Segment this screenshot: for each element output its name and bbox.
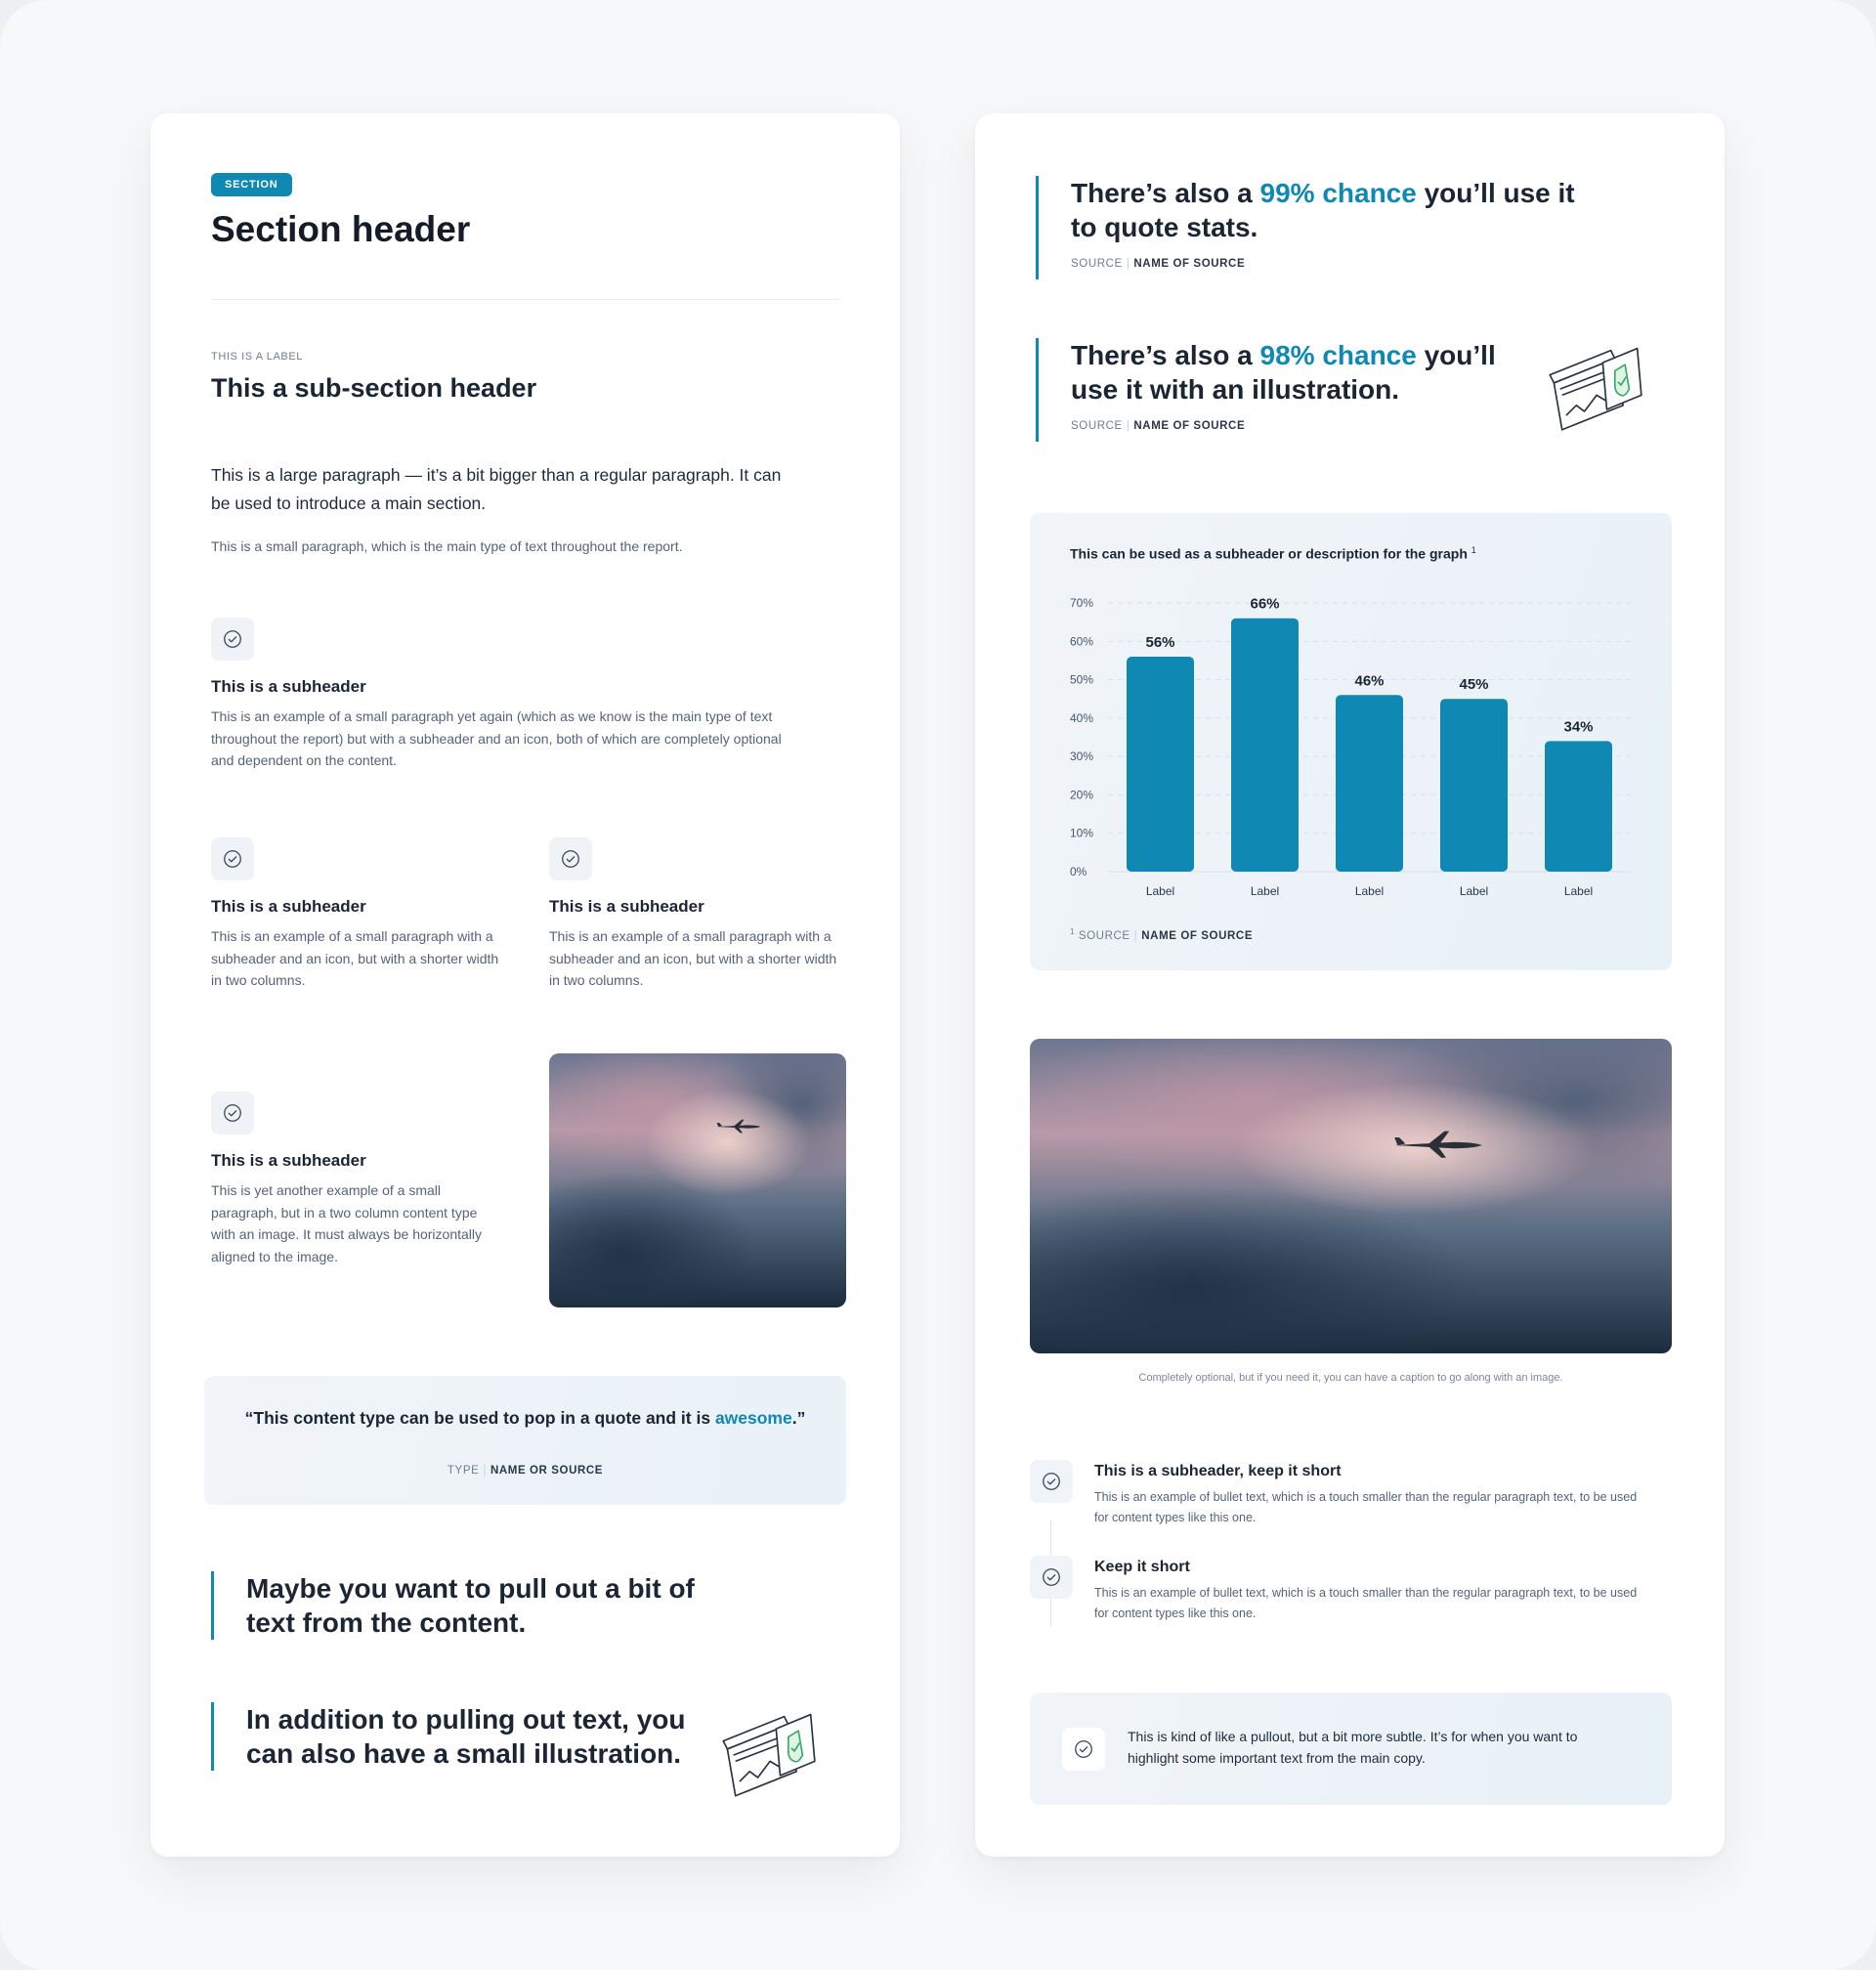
- stat-accent: 98% chance: [1259, 340, 1417, 370]
- chart-title-footnote: 1: [1471, 545, 1476, 555]
- bullet-text: This is an example of bullet text, which is a touch smaller than the regular paragraph text, to be used for content types like this one.: [1094, 1490, 1638, 1524]
- x-tick-label: Label: [1145, 884, 1175, 898]
- data-label: 46%: [1354, 672, 1385, 690]
- image-block-subheader: This is a subheader: [211, 1151, 366, 1170]
- section-label: THIS IS A LABEL: [211, 351, 303, 363]
- quote-text: [204, 1407, 846, 1430]
- image-block-paragraph: This is yet another example of a small paragraph, but in a two column content type with an image. It must always be horizontally aligned to the image.: [211, 1182, 483, 1264]
- quote-source: TYPE | NAME OR SOURCE: [447, 1465, 604, 1477]
- quote-box: [204, 1376, 846, 1505]
- bar: [1231, 619, 1299, 872]
- quote-text-start: “This content type can be used to pop in a quote and it is: [244, 1408, 715, 1428]
- pullout-text: This is kind of like a pullout, but a bit more subtle. It’s for when you want to highlight some important text from the main copy.: [1128, 1729, 1578, 1766]
- stat-quote-2: [1036, 338, 1544, 442]
- pull-quote-text: In addition to pulling out text, you can also have a small illustration.: [246, 1704, 686, 1769]
- image-caption: Completely optional, but if you need it, you can have a caption to go along with an image.: [1138, 1372, 1563, 1384]
- bar-chart-card: [1030, 513, 1672, 970]
- data-label: 66%: [1250, 595, 1280, 613]
- airplane-photo-large: [1030, 1039, 1672, 1353]
- stat-accent: 99% chance: [1259, 178, 1417, 208]
- airplane-photo: [549, 1053, 846, 1307]
- bar: [1336, 695, 1403, 872]
- bullet-title: This is a subheader, keep it short: [1094, 1463, 1342, 1479]
- column-paragraph-1: This is an example of a small paragraph with a subheader and an icon, but with a shorter width in two columns.: [211, 928, 499, 988]
- column-subheader-2: This is a subheader: [549, 897, 704, 916]
- y-tick-label: 50%: [1070, 672, 1094, 687]
- data-label: 56%: [1145, 634, 1175, 651]
- x-tick-label: Label: [1354, 884, 1385, 898]
- stat-text-end: you’ll use it to quote stats.: [1071, 178, 1575, 242]
- column-subheader-1: This is a subheader: [211, 897, 366, 916]
- y-tick-label: 60%: [1070, 634, 1094, 649]
- source-label: SOURCE: [1071, 420, 1123, 432]
- y-tick-label: 40%: [1070, 710, 1094, 725]
- check-icon: [1062, 1728, 1105, 1771]
- bullet-title: Keep it short: [1094, 1559, 1190, 1575]
- bullet-text: This is an example of bullet text, which is a touch smaller than the regular paragraph text, to be used for content types like this one.: [1094, 1586, 1638, 1620]
- x-tick-label: Label: [1563, 884, 1594, 898]
- bar: [1545, 741, 1612, 872]
- pull-quote-text: Maybe you want to pull out a bit of text from the content.: [246, 1573, 695, 1638]
- block-paragraph: This is an example of a small paragraph yet again (which as we know is the main type of text throughout the report) but with a subheader and an icon, both of which are completely optional and dependent on the content.: [211, 708, 782, 768]
- stat-source: SOURCE | NAME OF SOURCE: [1071, 258, 1246, 270]
- x-tick-label: Label: [1459, 884, 1489, 898]
- source-label: SOURCE: [1071, 258, 1123, 270]
- stat-text: [1071, 176, 1583, 244]
- pull-quote-2: [211, 1702, 709, 1771]
- section-badge: SECTION: [211, 173, 292, 196]
- check-icon: [211, 618, 254, 661]
- stat-text-start: There’s also a: [1071, 178, 1260, 208]
- divider: [211, 299, 839, 300]
- stat-quote-1: [1036, 176, 1583, 279]
- stat-source: SOURCE | NAME OF SOURCE: [1071, 420, 1246, 432]
- report-card-right: [975, 113, 1725, 1857]
- check-icon: [549, 837, 592, 880]
- stat-text: [1071, 338, 1544, 407]
- stat-text-end: you’ll use it with an illustration.: [1071, 340, 1496, 405]
- x-tick-label: Label: [1250, 884, 1280, 898]
- source-label: SOURCE: [1078, 929, 1130, 942]
- pull-quote-1: [211, 1571, 719, 1640]
- source-name: NAME OF SOURCE: [1141, 929, 1254, 942]
- quote-type: TYPE: [447, 1465, 480, 1477]
- y-tick-label: 10%: [1070, 826, 1094, 840]
- column-paragraph-2: This is an example of a small paragraph with a subheader and an icon, but with a shorter width in two columns.: [549, 928, 837, 988]
- browser-shield-illustration-icon: [717, 1700, 819, 1802]
- check-icon: [1030, 1556, 1073, 1599]
- check-icon: [211, 1092, 254, 1135]
- subtle-pullout: [1030, 1692, 1672, 1805]
- chart-source: $^1$ SOURCE | NAME OF SOURCE: [1070, 927, 1254, 942]
- bar-chart: [1030, 513, 1672, 904]
- source-name: NAME OF SOURCE: [1133, 258, 1246, 270]
- chart-title-text: This can be used as a subheader or description for the graph: [1070, 545, 1468, 562]
- block-subheader: This is a subheader: [211, 677, 366, 696]
- check-icon: [1030, 1460, 1073, 1503]
- browser-shield-illustration-icon: [1544, 334, 1645, 436]
- airplane-icon: [1391, 1129, 1485, 1162]
- report-card-left: [150, 113, 900, 1857]
- quote-source-name: NAME OR SOURCE: [490, 1465, 604, 1477]
- bar: [1127, 657, 1194, 872]
- data-label: 34%: [1563, 718, 1594, 736]
- footnote-mark: 1: [1070, 927, 1076, 936]
- sub-section-header: This a sub-section header: [211, 373, 537, 403]
- stat-text-start: There’s also a: [1071, 340, 1260, 370]
- y-tick-label: 20%: [1070, 788, 1094, 802]
- quote-text-end: .”: [791, 1408, 806, 1428]
- section-header: Section header: [211, 209, 471, 249]
- y-tick-label: 70%: [1070, 596, 1094, 610]
- large-paragraph: This is a large paragraph — it’s a bit bigger than a regular paragraph. It can be used to introduce a main section.: [211, 465, 782, 513]
- data-label: 45%: [1459, 676, 1489, 694]
- bar: [1440, 699, 1508, 872]
- source-name: NAME OF SOURCE: [1133, 420, 1246, 432]
- airplane-icon: [715, 1118, 762, 1135]
- y-tick-label: 30%: [1070, 749, 1094, 764]
- quote-accent: awesome: [714, 1408, 792, 1428]
- small-paragraph: This is a small paragraph, which is the main type of text throughout the report.: [211, 538, 683, 554]
- check-icon: [211, 837, 254, 880]
- y-tick-label: 0%: [1070, 865, 1087, 878]
